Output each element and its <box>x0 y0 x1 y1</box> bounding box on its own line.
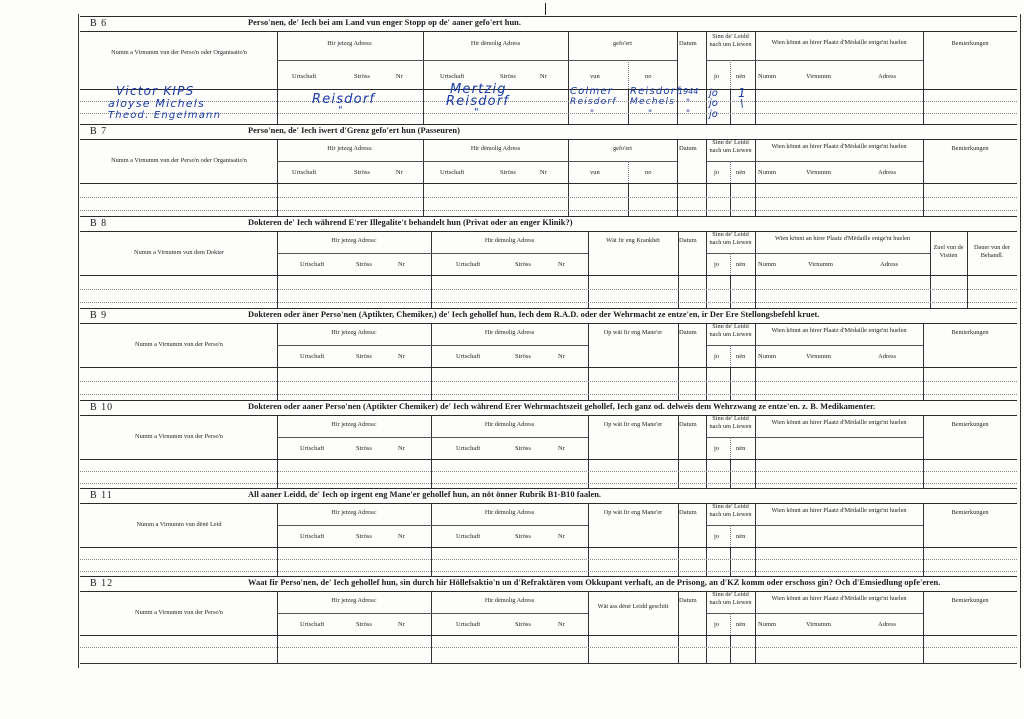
header-sinn: Sinn de' Leidd nach um Liewen <box>709 591 752 606</box>
table-rule <box>277 525 588 526</box>
table-rule <box>967 275 968 309</box>
hw-town-then-1: Mertzig <box>450 82 507 97</box>
table-rule <box>923 459 924 489</box>
label-numm: Numm <box>758 353 777 360</box>
label-jo: jo <box>714 621 720 628</box>
hw-name-2: aloyse Michels <box>108 97 205 110</box>
section-title: All aaner Leidd, de' Iech op irgent eng Mane'er gehollef hun, an nöt önner Rubrik B1-B10 faalen. <box>248 490 602 499</box>
table-rule <box>588 275 589 309</box>
header-address-then: Hir dēmolig Adress <box>484 509 535 516</box>
column-header <box>80 31 1017 90</box>
header-name: Numm a Virnumm vun der Perso'n oder Organisatio'n <box>111 157 247 164</box>
table-rule <box>923 367 924 401</box>
label-vun: vun <box>590 169 600 176</box>
label-urtschaft: Urtschaft <box>300 533 325 540</box>
table-rule <box>706 161 923 162</box>
table-rule <box>730 367 731 401</box>
hw-to-1: Reisdorf <box>630 86 681 97</box>
table-rule <box>277 183 278 217</box>
header-medaille: Wien könnt an hirer Plaatz d'Mēdaille entge'nt huelen <box>771 327 907 334</box>
section-code: B 8 <box>90 218 108 229</box>
label-stross: Strōss <box>515 261 531 268</box>
table-rule <box>706 437 923 438</box>
table-rule <box>277 89 278 125</box>
table-rule <box>80 381 1017 382</box>
table-rule <box>588 459 589 489</box>
table-rule <box>730 183 731 217</box>
section-title: Perso'nen, de' Iech iwert d'Grenz gefo'ert hun (Passeuren) <box>248 126 460 135</box>
hw-jo-3: jo <box>709 109 718 120</box>
label-nr: Nr <box>540 169 547 176</box>
hw-from-1: Colmer <box>570 86 614 97</box>
label-nr: Nr <box>398 621 405 628</box>
header-name: Numm a Virnumm vun der Perso'n <box>135 609 223 616</box>
table-rule <box>277 253 588 254</box>
table-rule <box>677 31 678 89</box>
label-nr: Nr <box>558 533 565 540</box>
header-address-then: Hir dēmolig Adress <box>484 421 535 428</box>
header-sinn: Sinn de' Leidd nach um Liewen <box>709 231 752 246</box>
label-no: no <box>645 169 652 176</box>
table-rule <box>730 345 731 367</box>
label-stross: Strōss <box>356 261 372 268</box>
section-title: Waat fir Perso'nen, de' Iech gehollef hun, sin durch hir Höllefsaktio'n un d'Refraktären vom Okkupant verhaft, an de Prisong, an d'KZ komm oder erschoss gin? Och d'Emsiedlung opfe'eren. <box>248 578 941 587</box>
data-rows <box>80 367 1017 401</box>
header-sinn: Sinn de' Leidd nach um Liewen <box>709 33 752 48</box>
label-nr: Nr <box>398 353 405 360</box>
label-nen: nēn <box>736 169 746 176</box>
hw-to-2: Mechels <box>630 97 676 107</box>
section-b7 <box>80 124 1017 217</box>
table-rule <box>277 547 278 577</box>
label-numm: Numm <box>758 73 777 80</box>
table-rule <box>706 60 923 61</box>
label-urtschaft: Urtschaft <box>300 261 325 268</box>
label-nr: Nr <box>398 533 405 540</box>
hw-date-2: " <box>686 98 692 108</box>
section-title: Dokteren oder äner Perso'nen (Aptikter, Chemiker,) de' Iech gehollef hun, Iech dem R.A.D. oder der Wehrmacht ze entze'en, ir Der Ere Stellongsbefehl kruet. <box>248 310 820 319</box>
section-code: B 12 <box>90 578 114 589</box>
hw-jo-2: jo <box>709 98 718 109</box>
table-rule <box>706 459 707 489</box>
header-leidd-geschitt: Wät ass dēnē Leidd geschitt <box>597 603 669 610</box>
label-urtschaft: Urtschaft <box>456 621 481 628</box>
table-rule <box>423 89 424 125</box>
section-title: Perso'nen, de' Iech bei am Land vun enger Stopp op de' aaner gefo'ert hun. <box>248 18 522 27</box>
header-address-now: Hir jetzeg Adress: <box>331 237 377 244</box>
label-urtschaft: Urtschaft <box>300 353 325 360</box>
table-rule <box>930 275 931 309</box>
header-name: Numm a Virnumm vun der Perso'n <box>135 341 223 348</box>
section-b9 <box>80 308 1017 401</box>
section-title: Dokteren de' Iech während E'rer Illegalite't behandelt hun (Privat oder an enger Klinik?) <box>248 218 573 227</box>
label-virnumm: Virnumm <box>806 169 831 176</box>
table-rule <box>423 183 424 217</box>
label-stross: Strōss <box>354 73 370 80</box>
table-rule <box>730 613 731 635</box>
column-header <box>80 139 1017 184</box>
label-stross: Strōss <box>356 353 372 360</box>
column-header <box>80 591 1017 636</box>
hw-name-1: Victor KIPS <box>116 84 195 98</box>
table-rule <box>706 183 707 217</box>
table-rule <box>277 437 588 438</box>
table-rule <box>277 60 677 61</box>
table-rule <box>277 275 278 309</box>
data-rows <box>80 635 1017 664</box>
table-rule <box>677 183 678 217</box>
table-rule <box>628 183 629 217</box>
table-rule <box>80 471 1017 472</box>
header-sinn: Sinn de' Leidd nach um Liewen <box>709 415 752 430</box>
section-header <box>80 217 1017 232</box>
label-urtschaft: Urtschaft <box>456 261 481 268</box>
header-medaille: Wien könnt an hirer Plaatz d'Mēdaille entge'nt huelen <box>771 595 907 602</box>
hw-from-3: " <box>590 109 596 119</box>
table-rule <box>706 345 923 346</box>
label-no: no <box>645 73 652 80</box>
label-virnumm: Virnumm <box>806 353 831 360</box>
label-numm: Numm <box>758 621 777 628</box>
table-rule <box>755 635 756 664</box>
label-jo: jo <box>714 169 720 176</box>
header-address-now: Hir jetzeg Adress: <box>331 421 377 428</box>
data-rows <box>80 82 1017 125</box>
section-code: B 9 <box>90 310 108 321</box>
label-numm: Numm <box>758 169 777 176</box>
table-rule <box>277 613 431 614</box>
label-nr: Nr <box>396 169 403 176</box>
label-nr: Nr <box>540 73 547 80</box>
label-stross: Strōss <box>515 533 531 540</box>
label-nr: Nr <box>558 445 565 452</box>
table-rule <box>755 367 756 401</box>
table-rule <box>80 647 1017 648</box>
section-b8 <box>80 216 1017 309</box>
table-rule <box>730 275 731 309</box>
column-header <box>80 415 1017 460</box>
section-b6 <box>80 16 1017 125</box>
header-name: Numm a Virnumm vun dēnē Leid <box>136 521 222 528</box>
label-nen: nēn <box>736 73 746 80</box>
table-rule <box>628 89 629 125</box>
table-rule <box>706 275 707 309</box>
table-rule <box>431 275 432 309</box>
table-rule <box>755 183 756 217</box>
section-header <box>80 489 1017 504</box>
header-bemierkungen: Bemierkungen <box>951 145 989 152</box>
label-jo: jo <box>714 261 720 268</box>
table-rule <box>706 89 707 125</box>
table-rule <box>706 635 707 664</box>
table-rule <box>923 547 924 577</box>
section-header <box>80 577 1017 592</box>
column-header <box>80 231 1017 276</box>
table-rule <box>730 437 731 459</box>
label-nen: nēn <box>736 445 746 452</box>
table-rule <box>277 459 278 489</box>
header-bemierkungen: Bemierkungen <box>951 421 989 428</box>
label-nen: nēn <box>736 353 746 360</box>
table-rule <box>431 459 432 489</box>
table-rule <box>588 591 589 635</box>
table-rule <box>431 635 432 664</box>
table-rule <box>730 547 731 577</box>
table-rule <box>730 161 731 183</box>
table-rule <box>678 547 679 577</box>
header-maneier: Op wät fir eng Mane'er <box>603 421 663 428</box>
table-rule <box>923 89 924 125</box>
table-rule <box>431 613 588 614</box>
label-urtschaft: Urtschaft <box>440 169 465 176</box>
header-datum: Datum <box>679 145 697 152</box>
hw-name-3: Theod. Engelmann <box>108 110 222 121</box>
label-jo: jo <box>714 353 720 360</box>
table-rule <box>706 613 923 614</box>
header-datum: Datum <box>679 237 697 244</box>
section-code: B 6 <box>90 18 108 29</box>
label-adress: Adress <box>878 169 897 176</box>
table-rule <box>277 367 278 401</box>
header-medaille: Wien könnt an hirer Plaatz d'Mēdaille entge'nt huelen <box>771 419 907 426</box>
table-rule <box>431 547 432 577</box>
label-stross: Strōss <box>500 73 516 80</box>
header-bemierkungen: Bemierkungen <box>951 597 989 604</box>
label-nr: Nr <box>558 353 565 360</box>
data-rows <box>80 183 1017 217</box>
label-virnumm: Virnumm <box>806 621 831 628</box>
label-stross: Strōss <box>354 169 370 176</box>
label-adress: Adress <box>880 261 899 268</box>
table-rule <box>706 367 707 401</box>
section-code: B 10 <box>90 402 114 413</box>
header-sinn: Sinn de' Leidd nach um Liewen <box>709 503 752 518</box>
label-stross: Strōss <box>356 445 372 452</box>
section-b10 <box>80 400 1017 489</box>
table-rule <box>628 60 629 89</box>
hw-date-1: 1944 <box>678 87 699 96</box>
label-urtschaft: Urtschaft <box>292 73 317 80</box>
header-bemierkungen: Bemierkungen <box>951 509 989 516</box>
label-numm: Numm <box>758 261 777 268</box>
table-rule <box>80 197 1017 198</box>
hw-town-now-ditto: " <box>338 105 344 116</box>
header-datum: Datum <box>679 40 697 47</box>
hw-from-2: Reisdorf <box>570 97 617 107</box>
table-rule <box>677 139 678 183</box>
header-datum: Datum <box>679 421 697 428</box>
table-rule <box>80 559 1017 560</box>
table-rule <box>923 183 924 217</box>
label-adress: Adress <box>878 621 897 628</box>
header-medaille: Wien könnt an hirer Plaatz d'Mēdaille entge'nt huelen <box>771 39 907 46</box>
label-nr: Nr <box>396 73 403 80</box>
label-stross: Strōss <box>515 621 531 628</box>
header-medaille: Wien könnt an hirer Plaatz d'Mēdaille entge'nt huelen <box>771 507 907 514</box>
label-stross: Strōss <box>515 353 531 360</box>
label-jo: jo <box>714 533 720 540</box>
header-address-then: Hir dēmolig Adress <box>484 237 535 244</box>
label-jo: jo <box>714 445 720 452</box>
table-rule <box>678 635 679 664</box>
header-address-now: Hir jetzeg Adress: <box>331 329 377 336</box>
section-header <box>80 401 1017 416</box>
hw-to-3: " <box>648 109 654 119</box>
header-datum: Datum <box>679 329 697 336</box>
header-medaille: Wien könnt an hirer Plaatz d'Mēdaille entge'nt huelen <box>774 235 911 242</box>
header-maneier: Op wät fir eng Mane'er <box>603 329 663 336</box>
hw-town-then-ditto: " <box>474 107 480 118</box>
column-header <box>80 323 1017 368</box>
table-rule <box>730 525 731 547</box>
label-stross: Strōss <box>515 445 531 452</box>
label-stross: Strōss <box>356 621 372 628</box>
table-rule <box>730 253 731 275</box>
table-rule <box>923 635 924 664</box>
header-datum: Datum <box>679 509 697 516</box>
form-bottom-border <box>80 663 1017 664</box>
section-title: Dokteren oder aaner Perso'nen (Aptikter Chemiker) de' Iech während Erer Wehrmachtszeit gehollef, Iech ganz od. delweis dem Wehrzwang ze entze'en. z. B. Medikamenter. <box>248 402 876 411</box>
hw-nen-1: 1 <box>738 86 746 100</box>
table-rule <box>568 89 569 125</box>
label-jo: jo <box>714 73 720 80</box>
label-nr: Nr <box>558 261 565 268</box>
table-rule <box>678 275 679 309</box>
label-nr: Nr <box>398 261 405 268</box>
header-bemierkungen: Bemierkungen <box>951 40 989 47</box>
label-stross: Strōss <box>356 533 372 540</box>
label-adress: Adress <box>878 73 897 80</box>
table-rule <box>80 571 1017 572</box>
hw-nen-2: \ <box>740 97 744 110</box>
table-rule <box>588 367 589 401</box>
header-name: Numm a Virnumm vun der Perso'n <box>135 433 223 440</box>
label-vun: vun <box>590 73 600 80</box>
header-address-then: Hir dēmolig Adress <box>470 145 521 152</box>
label-urtschaft: Urtschaft <box>300 445 325 452</box>
table-rule <box>706 253 930 254</box>
table-rule <box>80 210 1017 211</box>
table-rule <box>277 161 677 162</box>
header-gefoert: gefo'ert <box>613 145 632 152</box>
data-rows <box>80 275 1017 309</box>
header-address-now: Hir jetzeg Adress: <box>327 40 373 47</box>
table-rule <box>678 459 679 489</box>
table-rule <box>678 367 679 401</box>
table-rule <box>431 367 432 401</box>
table-rule <box>730 459 731 489</box>
section-header <box>80 309 1017 324</box>
label-urtschaft: Urtschaft <box>456 445 481 452</box>
label-urtschaft: Urtschaft <box>456 353 481 360</box>
header-address-then: Hir dēmolig Adress <box>470 40 521 47</box>
table-rule <box>755 89 756 125</box>
table-rule <box>730 635 731 664</box>
section-header <box>80 125 1017 140</box>
label-urtschaft: Urtschaft <box>300 621 325 628</box>
table-rule <box>80 289 1017 290</box>
label-urtschaft: Urtschaft <box>456 533 481 540</box>
hw-town-then-2: Reisdorf <box>446 94 510 109</box>
header-dauer: Dauer vun der Behandl. <box>973 244 1011 259</box>
hw-date-3: " <box>686 109 692 119</box>
hw-jo-1: jo <box>709 88 718 99</box>
header-zuel-visiten: Zuel vun de Visiten <box>933 244 964 259</box>
header-address-now: Hir jetzeg Adress: <box>331 509 377 516</box>
label-nr: Nr <box>558 621 565 628</box>
header-medaille: Wien könnt an hirer Plaatz d'Mēdaille entge'nt huelen <box>771 143 907 150</box>
table-rule <box>706 547 707 577</box>
label-nen: nēn <box>736 621 746 628</box>
header-sinn: Sinn de' Leidd nach um Liewen <box>709 323 752 338</box>
header-address-now: Hir jetzeg Adress: <box>331 597 377 604</box>
header-name: Numm a Virnumm vun dem Dokter <box>134 249 224 256</box>
table-rule <box>755 547 756 577</box>
label-stross: Strōss <box>500 169 516 176</box>
header-bemierkungen: Bemierkungen <box>951 329 989 336</box>
table-rule <box>755 459 756 489</box>
header-address-then: Hir dēmolig Adress <box>484 329 535 336</box>
label-virnumm: Virnumm <box>806 73 831 80</box>
header-krankheet: Wät fir eng Krankhēt <box>606 237 660 244</box>
table-rule <box>755 275 756 309</box>
label-nr: Nr <box>398 445 405 452</box>
table-rule <box>628 161 629 183</box>
label-urtschaft: Urtschaft <box>292 169 317 176</box>
label-nen: nēn <box>736 533 746 540</box>
table-rule <box>730 89 731 125</box>
header-gefoert: gefo'ert <box>613 40 632 47</box>
data-rows <box>80 547 1017 577</box>
label-nen: nēn <box>736 261 746 268</box>
header-sinn: Sinn de' Leidd nach um Liewen <box>709 139 752 154</box>
data-rows <box>80 459 1017 489</box>
column-header <box>80 503 1017 548</box>
section-b11 <box>80 488 1017 577</box>
section-b12 <box>80 576 1017 664</box>
table-rule <box>80 394 1017 395</box>
hw-town-now: Reisdorf <box>312 92 376 107</box>
table-rule <box>730 60 731 89</box>
label-virnumm: Virnumm <box>808 261 833 268</box>
header-address-now: Hir jetzeg Adress: <box>327 145 373 152</box>
label-adress: Adress <box>878 353 897 360</box>
header-maneier: Op wät fir eng Mane'er <box>603 509 663 516</box>
label-urtschaft: Urtschaft <box>440 73 465 80</box>
section-code: B 11 <box>90 490 113 501</box>
table-rule <box>706 525 923 526</box>
table-rule <box>80 302 1017 303</box>
table-rule <box>568 183 569 217</box>
section-code: B 7 <box>90 126 108 137</box>
table-rule <box>277 635 278 664</box>
header-name: Numm a Virnumm vun der Perso'n oder Organisatio'n <box>111 49 247 56</box>
table-rule <box>588 547 589 577</box>
section-header <box>80 17 1017 32</box>
header-address-then: Hir dēmolig Adress <box>484 597 535 604</box>
table-rule <box>80 101 1017 102</box>
table-rule <box>588 635 589 664</box>
table-rule <box>80 483 1017 484</box>
header-datum: Datum <box>679 597 697 604</box>
table-rule <box>277 345 588 346</box>
